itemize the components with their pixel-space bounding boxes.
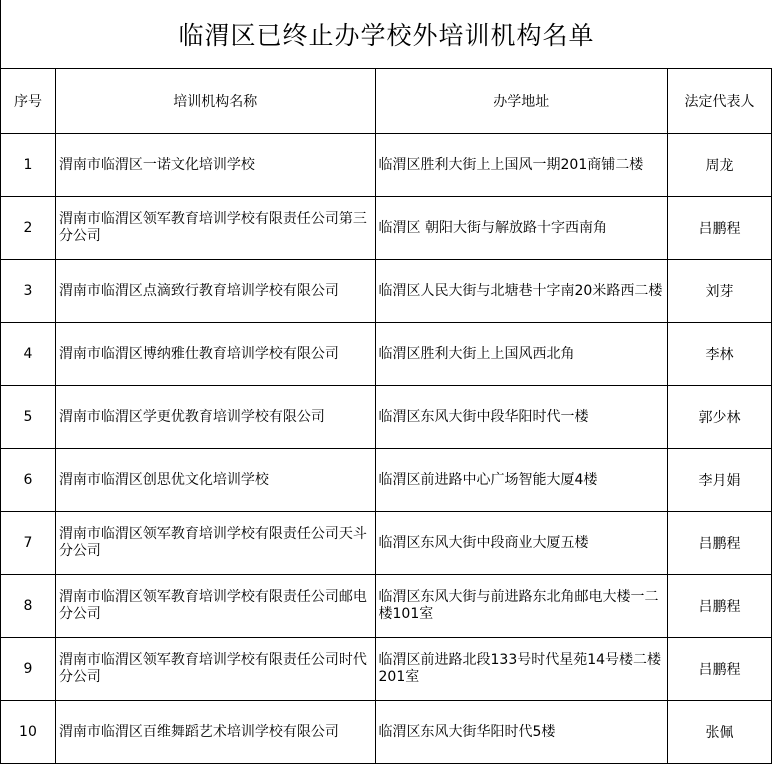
row-index: 6: [1, 449, 56, 512]
row-index: 4: [1, 323, 56, 386]
row-address: 临渭区东风大街中段商业大厦五楼: [375, 512, 668, 575]
row-address: 临渭区 朝阳大街与解放路十字西南角: [375, 197, 668, 260]
row-representative: 吕鹏程: [668, 575, 772, 638]
row-name: 渭南市临渭区百维舞蹈艺术培训学校有限公司: [55, 701, 375, 764]
header-index: 序号: [1, 69, 56, 134]
row-representative: 刘芽: [668, 260, 772, 323]
row-address: 临渭区胜利大街上上国风一期201商铺二楼: [375, 134, 668, 197]
row-index: 10: [1, 701, 56, 764]
header-address: 办学地址: [375, 69, 668, 134]
row-representative: 吕鹏程: [668, 512, 772, 575]
row-index: 9: [1, 638, 56, 701]
table-row: [1, 638, 772, 701]
row-address: 临渭区人民大街与北塘巷十字南20米路西二楼: [375, 260, 668, 323]
header-name: 培训机构名称: [55, 69, 375, 134]
row-representative: 周龙: [668, 134, 772, 197]
row-address: 临渭区东风大街与前进路东北角邮电大楼一二楼101室: [375, 575, 668, 638]
table-row: [1, 575, 772, 638]
page-title: 临渭区已终止办学校外培训机构名单: [0, 0, 772, 68]
row-name: 渭南市临渭区一诺文化培训学校: [55, 134, 375, 197]
row-address: 临渭区胜利大街上上国风西北角: [375, 323, 668, 386]
row-index: 8: [1, 575, 56, 638]
row-name: 渭南市临渭区领军教育培训学校有限责任公司第三分公司: [55, 197, 375, 260]
header-representative: 法定代表人: [668, 69, 772, 134]
row-address: 临渭区东风大街中段华阳时代一楼: [375, 386, 668, 449]
row-name: 渭南市临渭区点滴致行教育培训学校有限公司: [55, 260, 375, 323]
row-address: 临渭区前进路中心广场智能大厦4楼: [375, 449, 668, 512]
table-row: [1, 512, 772, 575]
table-row: [1, 386, 772, 449]
table-row: [1, 260, 772, 323]
row-name: 渭南市临渭区博纳雅仕教育培训学校有限公司: [55, 323, 375, 386]
row-representative: 张佩: [668, 701, 772, 764]
row-index: 7: [1, 512, 56, 575]
row-representative: 李林: [668, 323, 772, 386]
row-representative: 郭少林: [668, 386, 772, 449]
table-row: [1, 197, 772, 260]
institution-table: [0, 68, 772, 764]
row-name: 渭南市临渭区创思优文化培训学校: [55, 449, 375, 512]
row-name: 渭南市临渭区领军教育培训学校有限责任公司时代分公司: [55, 638, 375, 701]
row-index: 1: [1, 134, 56, 197]
row-representative: 吕鹏程: [668, 197, 772, 260]
row-index: 2: [1, 197, 56, 260]
header-row: [1, 69, 772, 134]
row-index: 3: [1, 260, 56, 323]
row-name: 渭南市临渭区学更优教育培训学校有限公司: [55, 386, 375, 449]
table-row: [1, 323, 772, 386]
row-address: 临渭区东风大街华阳时代5楼: [375, 701, 668, 764]
row-representative: 李月娟: [668, 449, 772, 512]
table-row: [1, 134, 772, 197]
row-index: 5: [1, 386, 56, 449]
row-address: 临渭区前进路北段133号时代星苑14号楼二楼201室: [375, 638, 668, 701]
table-row: [1, 701, 772, 764]
row-name: 渭南市临渭区领军教育培训学校有限责任公司天斗分公司: [55, 512, 375, 575]
row-name: 渭南市临渭区领军教育培训学校有限责任公司邮电分公司: [55, 575, 375, 638]
table-body: [1, 134, 772, 764]
table-row: [1, 449, 772, 512]
row-representative: 吕鹏程: [668, 638, 772, 701]
